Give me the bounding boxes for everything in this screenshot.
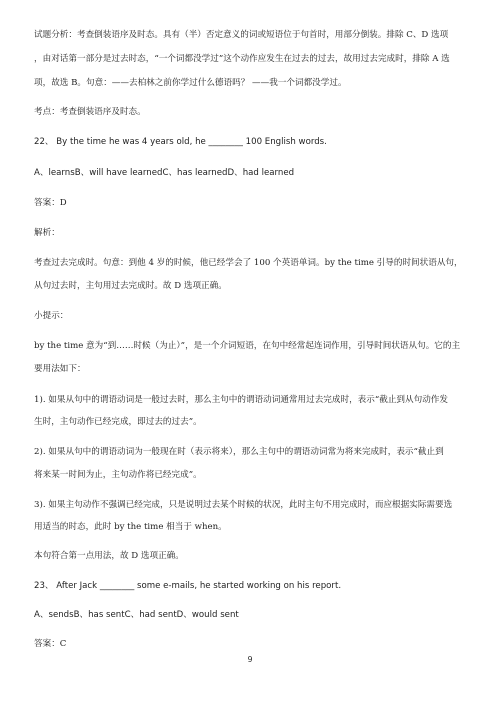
tip-intro-line-1: by the time 意为“到……时候（为止）”，是一个介词短语，在句中经常起连词作用，引导时间状语从句。它的主 xyxy=(34,341,461,351)
question-23-options: A、sendsB、has sentC、had sentD、would sent xyxy=(34,610,239,620)
question-23-stem: 23、 After Jack ________ some e-mails, he started working on his report. xyxy=(34,581,342,591)
rule-3-line-2: 用适当的时态，此时 by the time 相当于 when。 xyxy=(34,522,227,532)
kaodian-line: 考点：考查倒装语序及时态。 xyxy=(34,107,146,117)
rule-2-line-2: 将来某一时间为止，主句动作将已经完成”。 xyxy=(34,470,202,480)
rule-1-line-2: 生时，主句动作已经完成，即过去的过去”。 xyxy=(34,417,202,427)
question-22-stem: 22、 By the time he was 4 years old, he ________ 100 English words. xyxy=(34,137,327,147)
question-22-answer: 答案：D xyxy=(34,198,67,208)
tip-title: 小提示： xyxy=(34,311,69,321)
explanation-line-2: 从句过去时，主句用过去完成时。故 D 选项正确。 xyxy=(34,281,227,291)
jiexi-label: 解析： xyxy=(34,228,60,238)
rule-3-line-1: 3). 如果主句动作不强调已经完成，只是说明过去某个时候的状况，此时主句不用完成时，而应根据实际需要选 xyxy=(34,500,453,510)
analysis-line-2: ，由对话第一部分是过去时态，“一个词都没学过”这个动作应发生在过去的过去，故用过去完成时，排除 A 选 xyxy=(34,54,450,64)
analysis-line-1: 试题分析：考查倒装语序及时态。具有（半）否定意义的词或短语位于句首时，用部分倒装。排除 C、D 选项 xyxy=(34,30,449,40)
analysis-line-3: 项，故选 B。句意：——去柏林之前你学过什么德语吗？ ——我一个词都没学过。 xyxy=(34,78,347,88)
rule-1-line-1: 1). 如果从句中的谓语动词是一般过去时，那么主句中的谓语动词通常用过去完成时，表示“截止到从句动作发 xyxy=(34,395,448,405)
conclusion-line: 本句符合第一点用法，故 D 选项正确。 xyxy=(34,551,184,561)
explanation-line-1: 考查过去完成时。句意：到他 4 岁的时候，他已经学会了 100 个英语单词。by the time 引导的时间状语从句， xyxy=(34,258,463,268)
rule-2-line-1: 2). 如果从句中的谓语动词为一般现在时（表示将来），那么主句中的谓语动词常为将来完成时，表示“截止到 xyxy=(34,447,444,457)
question-23-answer: 答案：C xyxy=(34,639,67,649)
page-number: 9 xyxy=(247,655,253,664)
question-22-options: A、learnsB、will have learnedC、has learnedD、had learned xyxy=(34,168,295,178)
tip-intro-line-2: 要用法如下： xyxy=(34,364,86,374)
